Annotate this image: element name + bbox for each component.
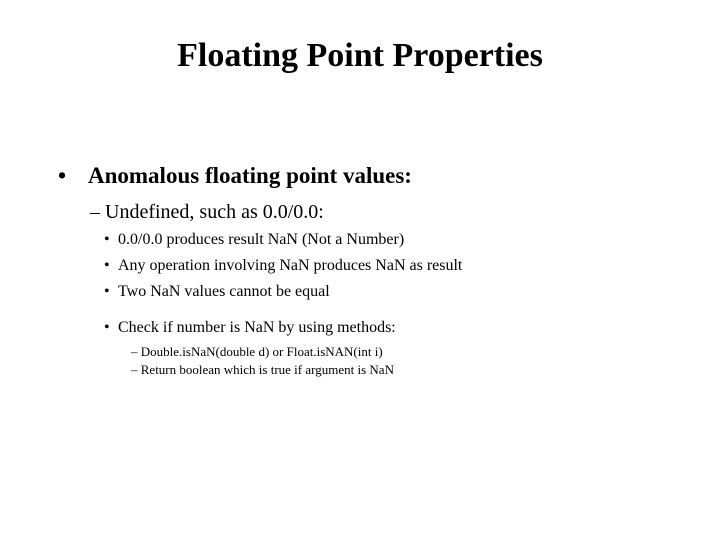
bullet-marker: •	[104, 283, 110, 300]
bullet-marker: •	[104, 257, 110, 274]
bullet-text: Check if number is NaN by using methods:	[118, 319, 396, 336]
bullet-marker: •	[104, 319, 110, 336]
bullet-item	[104, 318, 396, 338]
sub-item	[90, 200, 324, 224]
method-item	[131, 362, 394, 378]
bullet-marker: •	[104, 231, 110, 248]
main-bullet-text: Anomalous floating point values:	[88, 163, 412, 188]
bullet-text: Any operation involving NaN produces NaN as result	[118, 257, 463, 274]
method-text: Return boolean which is true if argument is NaN	[140, 362, 394, 377]
sub-item-text: Undefined, such as 0.0/0.0:	[105, 201, 324, 223]
bullet-item	[104, 230, 404, 250]
method-item	[131, 344, 383, 360]
bullet-item	[104, 256, 462, 276]
bullet-marker: •	[58, 163, 67, 188]
bullet-text: Two NaN values cannot be equal	[118, 283, 330, 300]
bullet-text: 0.0/0.0 produces result NaN (Not a Number)	[118, 231, 405, 248]
slide-title: Floating Point Properties	[177, 37, 543, 74]
dash-marker: –	[90, 201, 100, 223]
bullet-item	[104, 282, 330, 302]
main-bullet	[58, 162, 412, 190]
dash-marker: –	[131, 344, 138, 359]
dash-marker: –	[131, 362, 138, 377]
method-text: Double.isNaN(double d) or Float.isNAN(int i)	[140, 344, 383, 359]
